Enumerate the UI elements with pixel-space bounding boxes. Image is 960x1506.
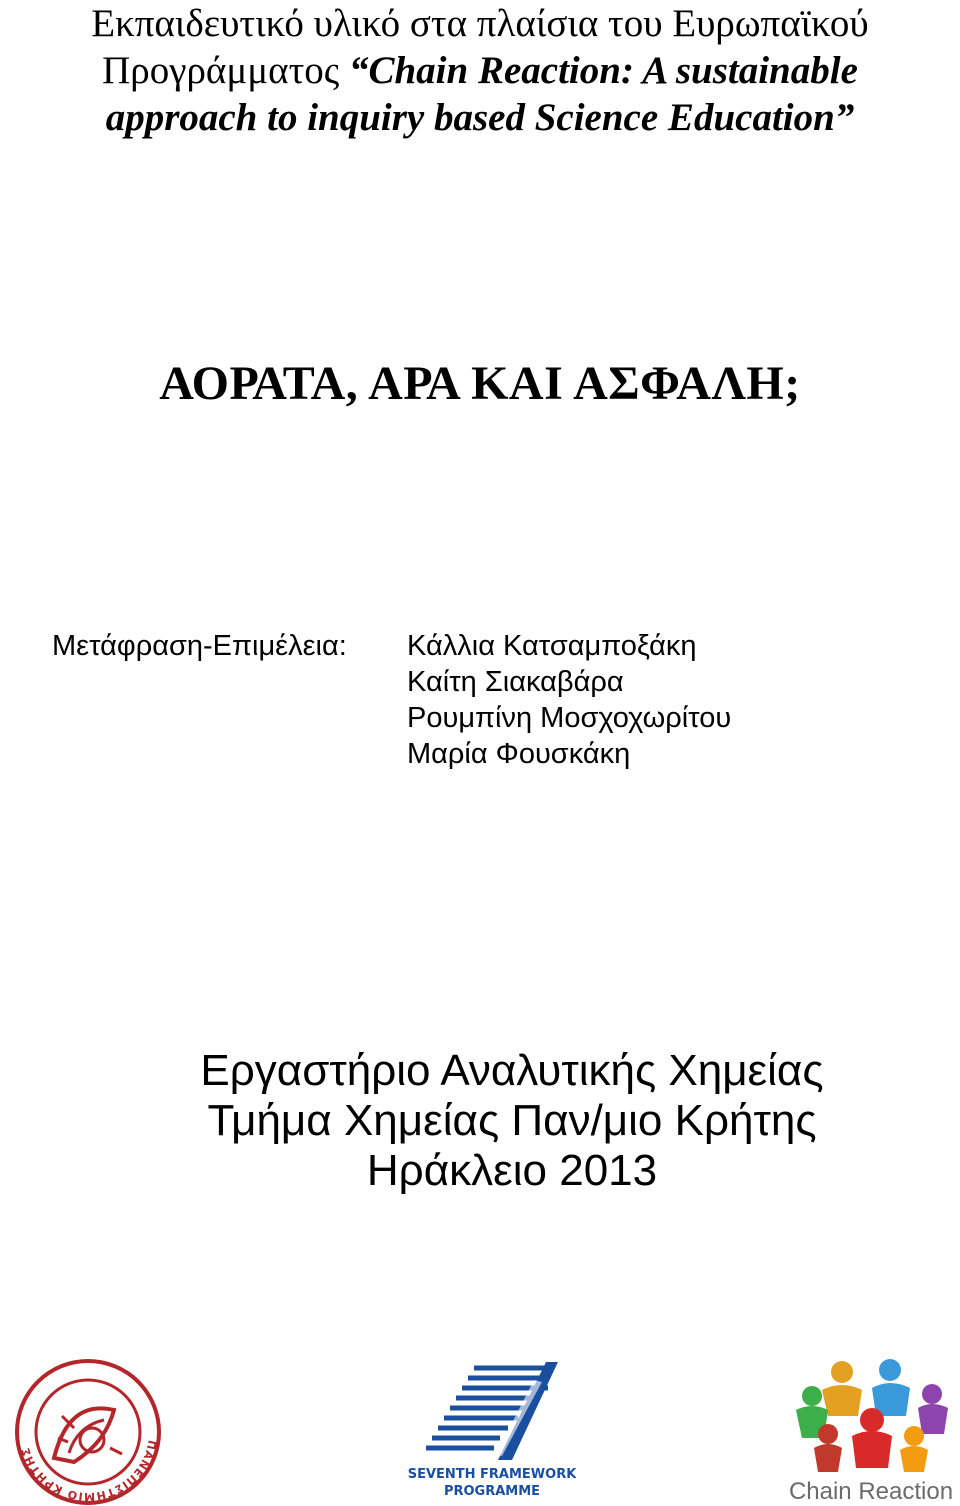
credit-name: Καίτη Σιακαβάρα (407, 666, 624, 698)
credit-name: Μαρία Φουσκάκη (407, 738, 631, 770)
credits-label: Μετάφραση-Επιμέλεια: (52, 630, 347, 662)
chain-reaction-wordmark: Chain Reaction (788, 1478, 954, 1505)
document-header (0, 0, 960, 141)
header-line-1: Εκπαιδευτικό υλικό στα πλαίσια του Ευρωπαϊκού (91, 2, 869, 45)
fp7-logo (408, 1360, 576, 1502)
credit-name: Κάλλια Κατσαμποξάκη (407, 630, 697, 662)
place-year: Ηράκλειο 2013 (366, 1146, 658, 1195)
lab-name: Εργαστήριο Αναλυτικής Χημείας (200, 1046, 824, 1095)
program-name-end: approach to inquiry based Science Education” (105, 96, 855, 139)
program-name-start: “Chain Reaction: A sustainable (348, 49, 858, 92)
header-line-2 (0, 47, 960, 94)
credits-row (52, 628, 731, 664)
credits-row (52, 736, 731, 772)
logos-row (0, 1340, 960, 1505)
fp7-line-1: SEVENTH FRAMEWORK (408, 1467, 576, 1482)
credits-row (52, 664, 731, 700)
fp7-line-2: PROGRAMME (443, 1484, 541, 1499)
uoc-seal-text: ΠΑΝΕΠΙΣΤΗΜΙΟ ΚΡΗΤΗΣ (18, 1439, 159, 1504)
chain-reaction-logo (782, 1350, 960, 1506)
lab-info (0, 1046, 960, 1196)
university-of-crete-logo (14, 1358, 162, 1506)
header-line-2-prefix: Προγράμματος (102, 49, 349, 92)
document-title: ΑΟΡΑΤΑ, ΑΡΑ ΚΑΙ ΑΣΦΑΛΗ; (159, 357, 801, 410)
credits-row (52, 700, 731, 736)
department-name: Τμήμα Χημείας Παν/μιο Κρήτης (207, 1096, 817, 1145)
chain-reaction-figures-icon (782, 1350, 960, 1474)
credit-name: Ρουμπίνη Μοσχοχωρίτου (407, 702, 732, 734)
credits-block (52, 628, 731, 772)
header-line-3 (0, 94, 960, 141)
